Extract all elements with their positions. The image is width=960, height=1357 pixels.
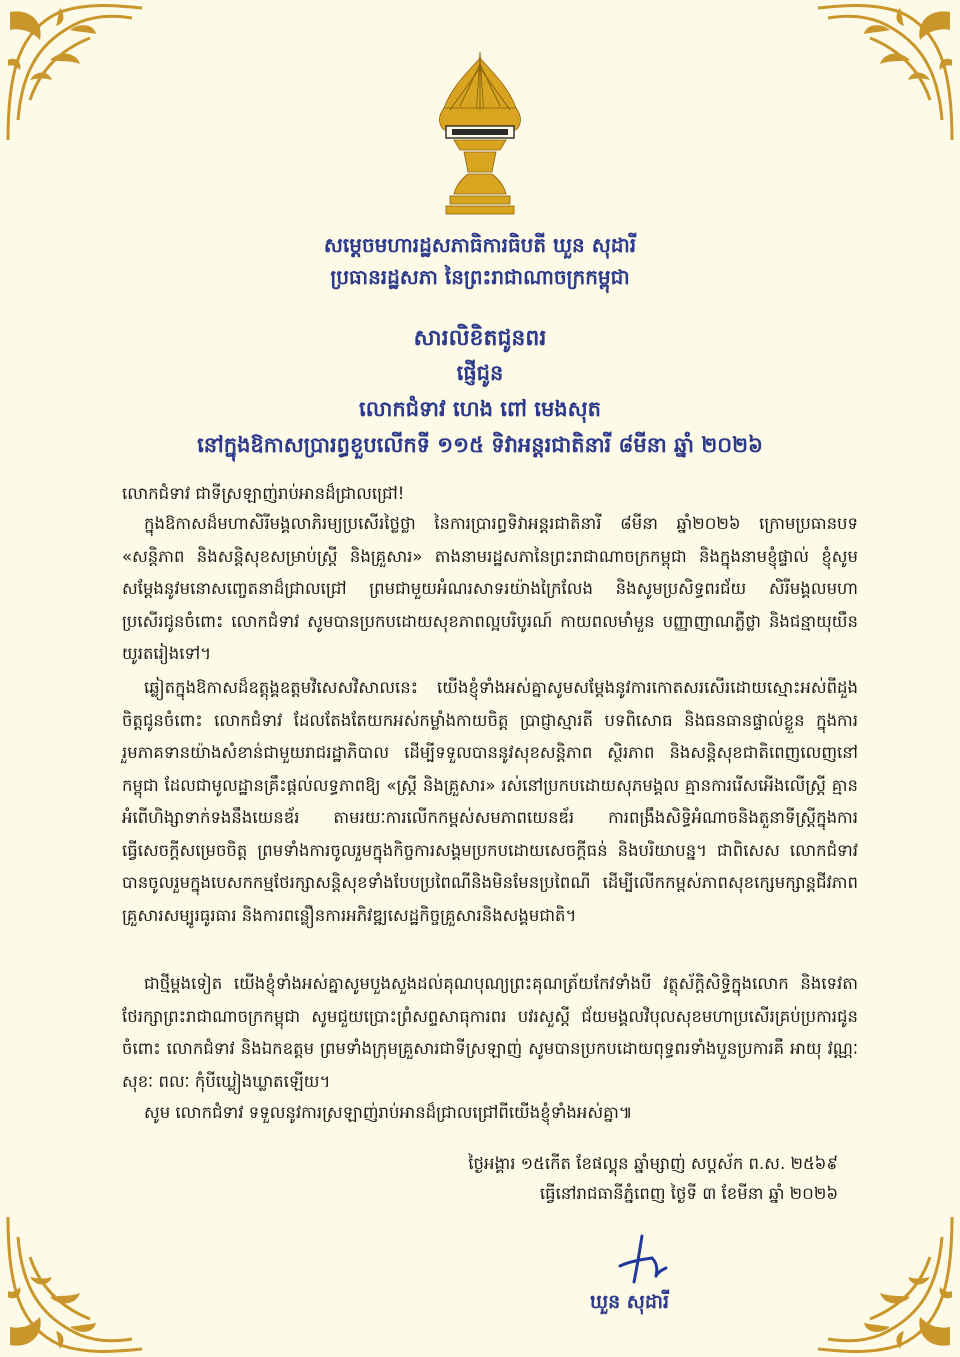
corner-ornament-top-left [0,0,150,150]
letter-subtitle: ផ្ញើជូន [456,361,504,385]
body-paragraph-3: ជាថ្មីម្តងទៀត យើងខ្ញុំទាំងអស់គ្នាសូមបួងសួងដល់គុណបុណ្យព្រះគុណត្រ័យកែវទាំងបី វត្ថុស័ក្តិសិទ្ធិក្នុងលោក និងទេវតាថែរក្សាព្រះរាជាណាចក្រកម្ពុជា សូមជួយប្រោះព្រំសព្ទសាធុការពរ បវរសួស្តី ជ័យមង្គលវិបុលសុខមហាប្រសើរគ្រប់ប្រការជូនចំពោះ លោកជំទាវ និងឯកឧត្តម ព្រមទាំងក្រុមគ្រួសារជាទីស្រឡាញ់ សូមបានប្រកបដោយពុទ្ធពរទាំងបួនប្រការគឺ អាយុ វណ្ណៈ សុខៈ ពលៈ កុំបីឃ្លៀងឃ្លាតឡើយ។ [122,974,858,1091]
body-paragraph-4: សូម លោកជំទាវ ទទួលនូវការស្រឡាញ់រាប់អានដ៏ជ្រាលជ្រៅពីយើងខ្ញុំទាំងអស់គ្នា៕ [144,1103,633,1122]
lunar-date: ថ្ងៃអង្គារ ១៥កើត ខែផល្គុន ឆ្នាំម្សាញ់ សប្តស័ក ព.ស. ២៥៦៩ [468,1154,838,1173]
corner-ornament-top-right [810,0,960,150]
body-paragraph-1: ក្នុងឱកាសដ៏មហាសិរីមង្គលាភិរម្យប្រសើរថ្លៃថ្លា នៃការប្រារព្ធទិវាអន្តរជាតិនារី ៨មីនា ឆ្នាំ២០២៦ ក្រោមប្រធានបទ «សន្តិភាព និងសន្តិសុខសម្រាប់ស្ត្រី និងគ្រួសារ» តាងនាមរដ្ឋសភានៃព្រះរាជាណាចក្រកម្ពុជា និងក្នុងនាមខ្ញុំផ្ទាល់ ខ្ញុំសូមសម្តែងនូវមនោសញ្ចេតនាដ៏ជ្រាលជ្រៅ ព្រមជាមួយអំណរសាទរយ៉ាងក្រៃលែង និងសូមប្រសិទ្ធពរជ័យ សិរីមង្គលមហាប្រសើរជូនចំពោះ លោកជំទាវ សូមបានប្រកបដោយសុខភាពល្អបរិបូរណ៍ កាយពលមាំមួន បញ្ញាញាណភ្លឺថ្លា និងជន្មាយុយឺនយូរតរៀងទៅ។ [122,514,858,663]
corner-ornament-bottom-left [0,1207,150,1357]
body-paragraph-2: ឆ្លៀតក្នុងឱកាសដ៏ឧត្តុង្គឧត្តមវិសេសវិសាលនេះ យើងខ្ញុំទាំងអស់គ្នាសូមសម្តែងនូវការកោតសរសើរដោយស្មោះអស់ពីដួងចិត្តជូនចំពោះ លោកជំទាវ ដែលតែងតែយកអស់កម្លាំងកាយចិត្ត ប្រាជ្ញាស្មារតី បទពិសោធ និងធនធានផ្ទាល់ខ្លួន ក្នុងការរួមភាគទានយ៉ាងសំខាន់ជាមួយរាជរដ្ឋាភិបាល ដើម្បីទទួលបាននូវសុខសន្តិភាព ស្ថិរភាព និងសន្តិសុខជាតិពេញលេញនៅកម្ពុជា ដែលជាមូលដ្ឋានគ្រឹះផ្តល់លទ្ធភាពឱ្យ «ស្ត្រី និងគ្រួសារ» រស់នៅប្រកបដោយសុភមង្គល គ្មានការរើសអើងលើស្ត្រី គ្មានអំពើហិង្សាទាក់ទងនឹងយេនឌ័រ តាមរយៈការលើកកម្ពស់សមភាពយេនឌ័រ ការពង្រឹងសិទ្ធិអំណាចនិងតួនាទីស្ត្រីក្នុងការធ្វើសេចក្តីសម្រេចចិត្ត ព្រមទាំងការចូលរួមក្នុងកិច្ចការសង្គមប្រកបដោយសេចក្តីធន់ និងបរិយាបន្ន។ ជាពិសេស លោកជំទាវ បានចូលរួមក្នុងបេសកកម្មថែរក្សាសន្តិសុខទាំងបែបប្រពៃណីនិងមិនមែនប្រពៃណី ដើម្បីលើកកម្ពស់ភាពសុខក្សេមក្សាន្តជីវភាពគ្រួសារសម្បូរធូរធារ និងការពន្លឿនការអភិវឌ្ឍសេដ្ឋកិច្ចគ្រួសារនិងសង្គមជាតិ។ [122,678,858,925]
national-assembly-emblem [430,50,530,220]
place-and-date: ធ្វើនៅរាជធានីភ្នំពេញ ថ្ងៃទី ៣ ខែមីនា ឆ្នាំ ២០២៦ [539,1184,838,1203]
sender-role: ប្រធានរដ្ឋសភា នៃព្រះរាជាណាចក្រកម្ពុជា [330,265,630,289]
handwritten-signature [612,1232,672,1288]
salutation: លោកជំទាវ ជាទីស្រឡាញ់រាប់អានដ៏ជ្រាលជ្រៅ! [122,484,405,503]
recipient-name: លោកជំទាវ ហេង ពៅ មេងសុត [359,397,601,421]
letter-title: សារលិខិតជូនពរ [413,326,547,351]
signer-name: ឃួន សុដារី [590,1291,669,1313]
occasion-line: នៅក្នុងឱកាសប្រារព្ធខួបលើកទី ១១៥ ទិវាអន្តរជាតិនារី ៨មីនា ឆ្នាំ ២០២៦ [197,433,763,457]
corner-ornament-bottom-right [810,1207,960,1357]
sender-name: សម្តេចមហារដ្ឋសភាធិការធិបតី ឃួន សុដារី [323,233,637,257]
